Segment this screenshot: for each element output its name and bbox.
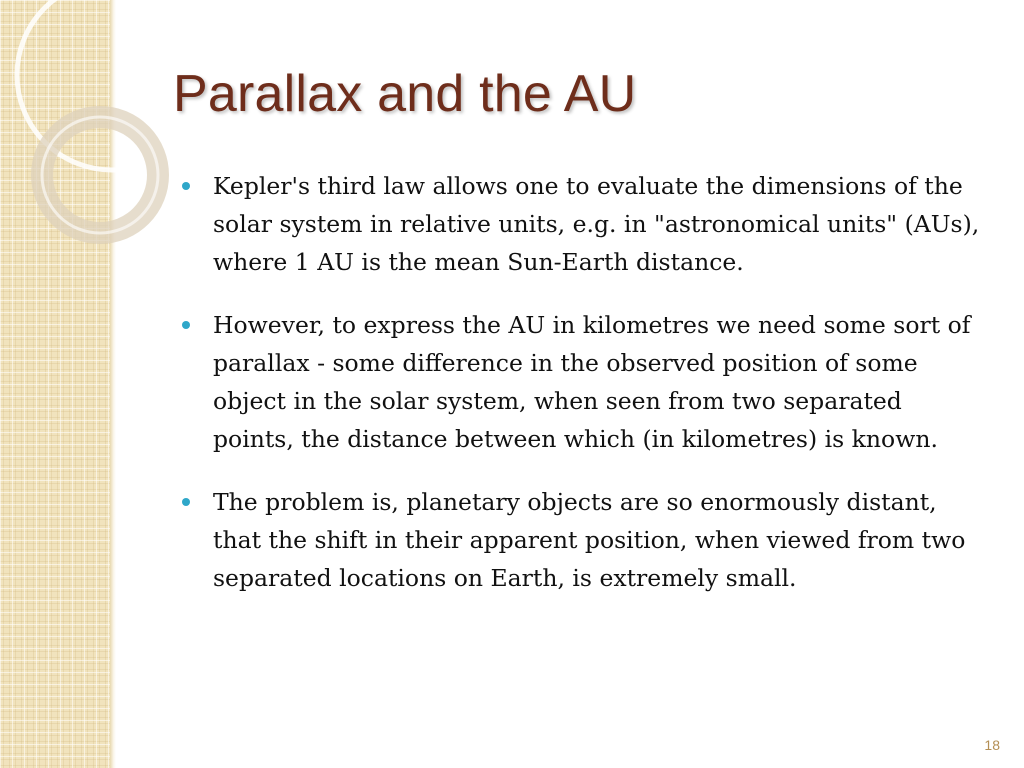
slide-title: Parallax and the AU	[173, 65, 637, 123]
bullet-item	[182, 306, 982, 458]
bullet-item	[182, 483, 982, 597]
bullet-dot-icon	[182, 182, 190, 190]
bullet-text: However, to express the AU in kilometres we need some sort of parallax - some difference in the observed position of some object in the solar system, when seen from two separated points, the distance between which (in kilometres) is known.	[213, 311, 971, 453]
bullet-text: The problem is, planetary objects are so enormously distant, that the shift in their apparent position, when viewed from two separated locations on Earth, is extremely small.	[213, 488, 966, 592]
bullet-list	[182, 167, 982, 622]
bullet-item	[182, 167, 982, 281]
decorative-ring-small-highlight	[42, 117, 158, 233]
bullet-dot-icon	[182, 321, 190, 329]
page-number: 18	[984, 737, 1000, 753]
bullet-text: Kepler's third law allows one to evaluate the dimensions of the solar system in relative units, e.g. in "astronomical units" (AUs), where 1 AU is the mean Sun-Earth distance.	[213, 172, 980, 276]
bullet-dot-icon	[182, 498, 190, 506]
